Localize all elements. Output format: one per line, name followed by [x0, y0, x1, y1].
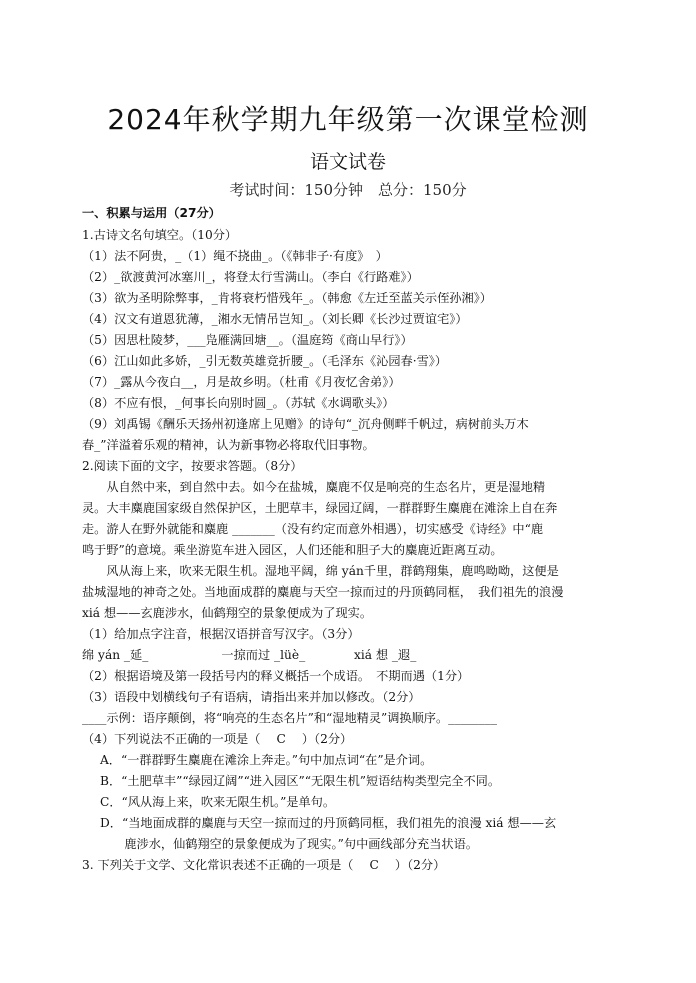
- q1-line: （5）因思杜陵梦，___凫雁满回塘__。（温庭筠《商山早行》）: [82, 333, 413, 347]
- q1-line: （9）刘禹锡《酬乐天扬州初逢席上见赠》的诗句“_沉舟侧畔千帆过，病树前头万木: [82, 417, 529, 431]
- section-heading: 一、积累与运用（27分）: [82, 206, 221, 220]
- question-2-heading: 2.阅读下面的文字，按要求答题。（8分）: [82, 459, 303, 473]
- sub-answer: ____示例：语序颠倒，将“响亮的生态名片”和“湿地精灵”调换顺序。________: [82, 711, 497, 725]
- q1-line: （8）不应有恨，_何事长向别时圆_。（苏轼《水调歌头》）: [82, 396, 395, 410]
- q1-line: （2）_欲渡黄河冰塞川_，将登太行雪满山。（李白《行路难》）: [82, 270, 419, 284]
- q1-line: 春_”洋溢着乐观的精神，认为新事物必将取代旧事物。: [82, 438, 375, 452]
- q1-line: （6）江山如此多娇，_引无数英雄竞折腰_。（毛泽东《沁园春·雪》）: [82, 354, 448, 368]
- q1-line: （4）汉文有道恩犹薄，_湘水无情吊岂知_。（刘长卿《长沙过贾谊宅》）: [82, 312, 468, 326]
- option-d: D．“当地面成群的麋鹿与天空一掠而过的丹顶鹤同框，我们祖先的浪漫 xiá 想——玄: [100, 816, 557, 830]
- passage-line: 盐城湿地的神奇之处。当地面成群的麋鹿与天空一掠而过的丹顶鹤同框， 我们祖先的浪漫: [82, 585, 564, 599]
- q1-line: （1）法不阿贵，_（1）绳不挠曲_。（《韩非子·有度》 ）: [82, 249, 388, 263]
- sub-question: （1）给加点字注音，根据汉语拼音写汉字。（3分）: [82, 627, 360, 641]
- option-d-cont: 鹿涉水，仙鹤翔空的景象便成为了现实。”句中画线部分充当状语。: [100, 837, 478, 851]
- sub-question: （3）语段中划横线句子有语病，请指出来并加以修改。（2分）: [82, 690, 421, 704]
- sub-answer: 绵 yán _延_ 一掠而过 _lüè_ xiá 想 _遐_: [82, 648, 417, 662]
- question-1-heading: 1.古诗文名句填空。（10分）: [82, 228, 238, 242]
- option-c: C．“风从海上来，吹来无限生机。”是单句。: [100, 795, 336, 809]
- option-b: B．“土肥草丰”“绿园辽阔”“进入园区”“无限生机”短语结构类型完全不同。: [100, 774, 501, 788]
- exam-meta: 考试时间：150分钟 总分：150分: [229, 181, 467, 199]
- exam-subtitle: 语文试卷: [309, 151, 386, 173]
- passage-line: 风从海上来，吹来无限生机。湿地平阔，绵 yán千里，群鹤翔集，鹿鸣呦呦，这便是: [82, 564, 559, 578]
- passage-line: 灵。大丰麋鹿国家级自然保护区，土肥草丰，绿园辽阔，一群群野生麋鹿在滩涂上自在奔: [82, 501, 558, 515]
- passage-line: 鸣于野”的意境。乘坐游览车进入园区，人们还能和胆子大的麋鹿近距离互动。: [82, 543, 503, 557]
- q1-line: （3）欲为圣明除弊事，_肯将衰朽惜残年_。（韩愈《左迁至蓝关示侄孙湘》）: [82, 291, 492, 305]
- passage-line: xiá 想——玄鹿涉水，仙鹤翔空的景象便成为了现实。: [82, 606, 373, 620]
- sub-question: （2）根据语境及第一段括号内的释义概括一个成语。 不期而遇（1分）: [82, 669, 470, 683]
- passage-line: 走。游人在野外就能和麋鹿 _______（没有约定而意外相遇），切实感受《诗经》中“鹿: [82, 522, 544, 536]
- q1-line: （7）_露从今夜白__，月是故乡明。（杜甫《月夜忆舍弟》）: [82, 375, 401, 389]
- option-a: A．“一群群野生麋鹿在滩涂上奔走。”句中加点词“在”是介词。: [100, 753, 433, 767]
- passage-line: 从自然中来，到自然中去。如今在盐城，麋鹿不仅是响亮的生态名片，更是湿地精: [82, 480, 546, 494]
- exam-title: 2024年秋学期九年级第一次课堂检测: [107, 103, 589, 136]
- question-3-heading: 3. 下列关于文学、文化常识表述不正确的一项是（ C ）（2分）: [82, 858, 446, 872]
- sub-question: （4）下列说法不正确的一项是（ C ）（2分）: [82, 732, 353, 746]
